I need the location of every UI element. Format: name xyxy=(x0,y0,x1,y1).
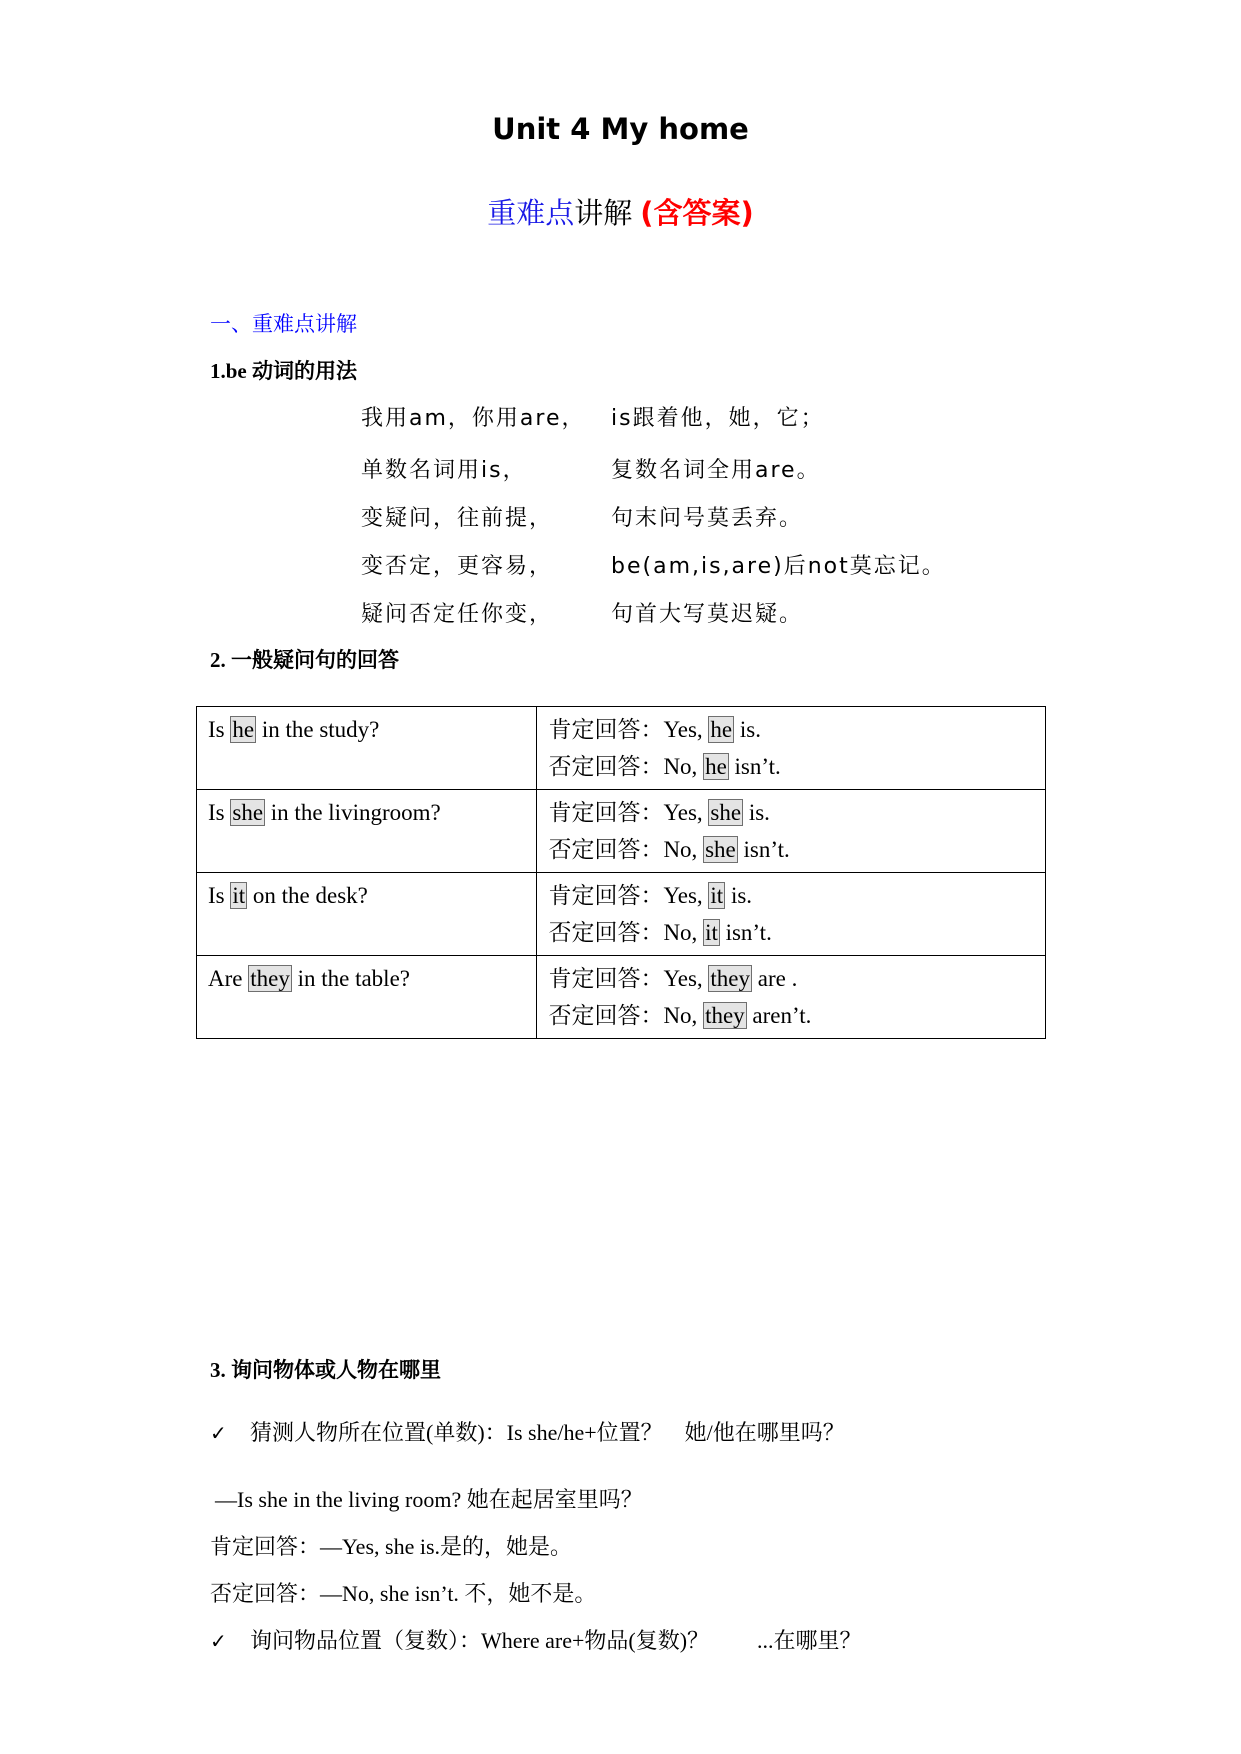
highlighted-pronoun: he xyxy=(232,717,255,742)
answer-text: is. xyxy=(725,883,753,908)
answer-text: are . xyxy=(752,966,798,991)
table-row xyxy=(197,873,1046,956)
answer-text: aren’t. xyxy=(746,1003,812,1028)
answer-text: 否定回答：No, xyxy=(548,920,704,945)
question-text: Is xyxy=(208,800,231,825)
highlighted-pronoun: it xyxy=(710,883,724,908)
subsection-where-heading: 3. 询问物体或人物在哪里 xyxy=(210,1358,441,1382)
question-cell xyxy=(197,790,537,873)
answer-text: isn’t. xyxy=(737,837,790,862)
answer-text: isn’t. xyxy=(719,920,772,945)
question-text: Is xyxy=(208,717,231,742)
check-item-text: 询问物品位置（复数）：Where are+物品(复数)？ xyxy=(250,1628,710,1653)
highlighted-pronoun: he xyxy=(710,717,733,742)
section-1-heading: 一、重难点讲解 xyxy=(210,312,357,336)
poem-line-1-a: 我用am，你用are， xyxy=(361,406,586,431)
positive-answer xyxy=(548,711,1035,748)
checkmark-icon: ✓ xyxy=(210,1421,227,1445)
checkmark-icon: ✓ xyxy=(210,1629,227,1653)
answer-text: 肯定回答：Yes, xyxy=(548,966,709,991)
subtitle-key-points: 重难点 xyxy=(487,196,575,230)
poem-line-4-b: be(am,is,are)后not莫忘记。 xyxy=(611,554,946,579)
page-subtitle xyxy=(0,194,1241,232)
page-title: Unit 4 My home xyxy=(492,112,749,146)
answer-text: isn’t. xyxy=(728,754,781,779)
poem-line-1-b: is跟着他，她，它； xyxy=(611,406,825,431)
highlighted-pronoun: they xyxy=(710,966,751,991)
check-item-text: 猜测人物所在位置(单数)：Is she/he+位置？ xyxy=(250,1420,663,1445)
poem-line-3-b: 句末问号莫丢弃。 xyxy=(611,506,804,531)
poem-line-2-b: 复数名词全用are。 xyxy=(611,458,821,483)
check-item-singular xyxy=(210,1419,845,1447)
check-item-plural xyxy=(210,1627,862,1655)
answer-text: 肯定回答：Yes, xyxy=(548,800,709,825)
question-text: in the livingroom? xyxy=(265,800,441,825)
negative-answer xyxy=(548,914,1035,951)
highlighted-pronoun: he xyxy=(705,754,727,779)
poem-line-2-a: 单数名词用is， xyxy=(361,458,527,483)
negative-answer xyxy=(548,831,1035,868)
poem-line-5-a: 疑问否定任你变， xyxy=(361,602,554,627)
question-text: Is xyxy=(208,883,231,908)
question-text: on the desk? xyxy=(247,883,368,908)
answer-text: 肯定回答：Yes, xyxy=(548,717,709,742)
highlighted-pronoun: it xyxy=(705,920,718,945)
example-question: —Is she in the living room? 她在起居室里吗？ xyxy=(215,1487,643,1512)
question-text: Are xyxy=(208,966,249,991)
poem-line-5-b: 句首大写莫迟疑。 xyxy=(611,602,804,627)
answer-cell xyxy=(537,956,1046,1039)
answer-cell xyxy=(537,707,1046,790)
answer-text: is. xyxy=(734,717,761,742)
highlighted-pronoun: they xyxy=(705,1003,745,1028)
question-cell xyxy=(197,707,537,790)
question-cell xyxy=(197,956,537,1039)
poem-line-3-a: 变疑问，往前提， xyxy=(361,506,554,531)
answer-text: 否定回答：No, xyxy=(548,1003,704,1028)
highlighted-pronoun: it xyxy=(232,883,246,908)
positive-answer xyxy=(548,960,1035,997)
table-row xyxy=(197,707,1046,790)
table-row xyxy=(197,956,1046,1039)
yes-no-answer-table xyxy=(196,706,1046,1039)
check-item-translation: ...在哪里？ xyxy=(757,1628,862,1653)
check-item-translation: 她/他在哪里吗？ xyxy=(684,1420,845,1445)
positive-answer xyxy=(548,877,1035,914)
highlighted-pronoun: they xyxy=(250,966,290,991)
subtitle-explanation: 讲解 xyxy=(574,196,633,230)
highlighted-pronoun: she xyxy=(232,800,264,825)
answer-text: 肯定回答：Yes, xyxy=(548,883,709,908)
question-text: in the study? xyxy=(256,717,380,742)
subsection-be-verb-heading: 1.be 动词的用法 xyxy=(210,359,357,383)
question-text: in the table? xyxy=(291,966,410,991)
subsection-yes-no-questions-heading: 2. 一般疑问句的回答 xyxy=(210,648,399,672)
subtitle-with-answers: (含答案) xyxy=(640,196,754,230)
highlighted-pronoun: she xyxy=(705,837,736,862)
answer-cell xyxy=(537,873,1046,956)
answer-text: 否定回答：No, xyxy=(548,837,704,862)
question-cell xyxy=(197,873,537,956)
answer-text: 否定回答：No, xyxy=(548,754,704,779)
example-negative-answer: 否定回答：—No, she isn’t. 不，她不是。 xyxy=(210,1581,597,1606)
highlighted-pronoun: she xyxy=(710,800,742,825)
answer-text: is. xyxy=(743,800,770,825)
positive-answer xyxy=(548,794,1035,831)
answer-cell xyxy=(537,790,1046,873)
poem-line-4-a: 变否定，更容易， xyxy=(361,554,554,579)
example-positive-answer: 肯定回答：—Yes, she is.是的，她是。 xyxy=(210,1534,573,1559)
negative-answer xyxy=(548,997,1035,1034)
negative-answer xyxy=(548,748,1035,785)
table-row xyxy=(197,790,1046,873)
